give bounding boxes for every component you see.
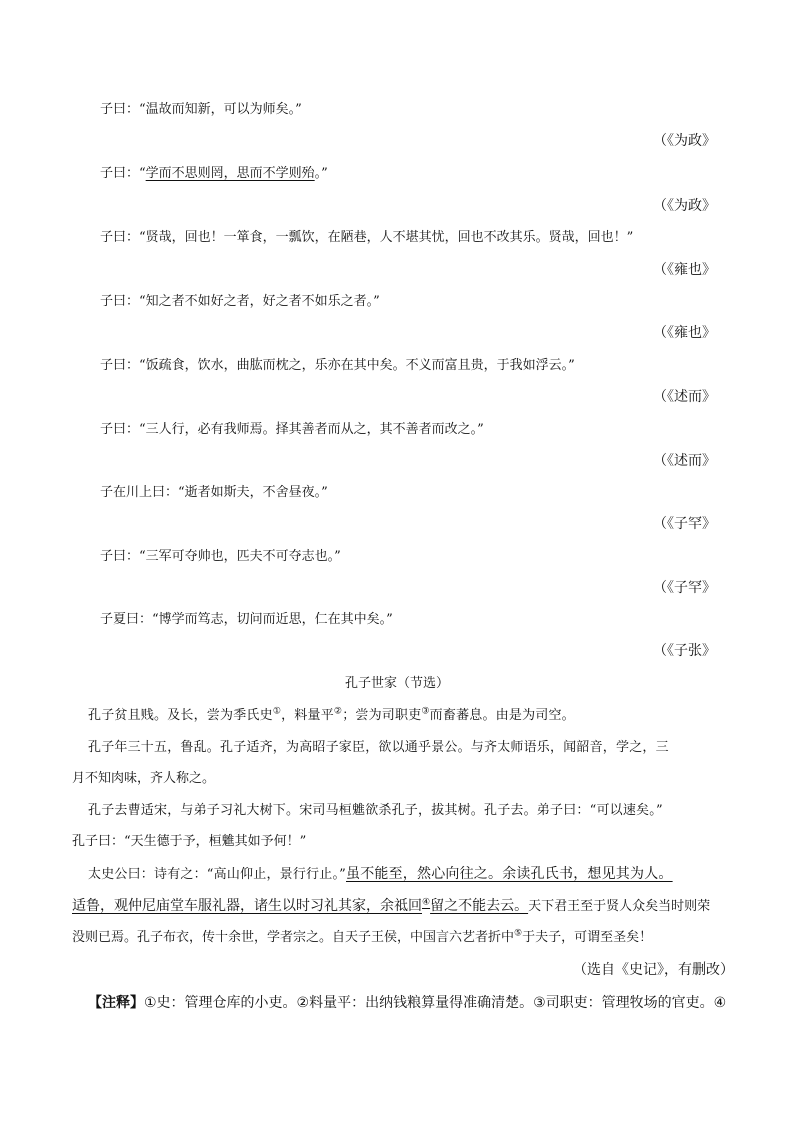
- analects-source-2: （《为政》: [653, 198, 716, 214]
- footnote-marker-2: ②: [333, 706, 343, 717]
- analects-source-1: （《为政》: [653, 133, 716, 149]
- analects-quote-9: 子夏曰：“博学而笃志，切问而近思，仁在其中矣。”: [100, 612, 393, 627]
- analects-quote-7: 子在川上曰：“逝者如斯夫，不舍昼夜。”: [100, 485, 328, 500]
- quote-suffix: 。”: [314, 166, 328, 181]
- section-title: 孔子世家（节选）: [344, 676, 449, 691]
- underlined-text: 适鲁，观仲尼庙堂车服礼器，诸生以时习礼其家，余祗回: [72, 898, 422, 914]
- analects-source-8: （《子罕》: [653, 580, 716, 596]
- footnote-marker-1: ①: [272, 706, 282, 717]
- underlined-text: 留之不能去云。: [430, 898, 529, 914]
- notes-text: ①史：管理仓库的小吏。②料量平：出纳钱粮算量得准确清楚。③司职吏：管理牧场的官吏。④: [144, 995, 727, 1011]
- footnote-marker-3: ③: [421, 706, 430, 717]
- footnote-marker-4: ④: [422, 897, 431, 908]
- para4-quote-text: 太史公曰：诗有之：“高山仰止，景行行止。”: [88, 867, 346, 882]
- notes: [88, 993, 794, 1013]
- analects-source-3: （《雍也》: [653, 262, 716, 278]
- paragraph-3-line-1: 孔子去曹适宋，与弟子习礼大树下。宋司马桓魋欲杀孔子，拔其树。孔子去。弟子曰：“可以速矣。”: [88, 803, 663, 818]
- footnote-marker-5: ⑤: [514, 928, 523, 939]
- analects-quote-4: 子曰：“知之者不如好之者，好之者不如乐之者。”: [100, 294, 380, 309]
- analects-source-7: （《子罕》: [653, 516, 716, 532]
- underlined-text: 虽不能至，然心向往之。余读孔氏书，想见其为人。: [346, 866, 673, 882]
- para4-text: 天下君王至于贤人众矣当时则荣: [528, 899, 711, 914]
- paragraph-4-line-2: [72, 896, 794, 917]
- notes-label: 【注释】: [88, 995, 144, 1011]
- para4-text-b: 于夫子，可谓至圣矣！: [522, 930, 653, 945]
- analects-source-9: （《子张》: [653, 643, 716, 659]
- source-note: （选自《史记》，有删改）: [573, 962, 734, 978]
- analects-source-6: （《述而》: [653, 453, 716, 469]
- paragraph-1: [88, 706, 794, 726]
- analects-quote-6: 子曰：“三人行，必有我师焉。择其善者而从之，其不善者而改之。”: [100, 422, 484, 437]
- paragraph-3-line-2: 孔子曰：“天生德于予，桓魋其如予何！”: [72, 834, 307, 849]
- analects-quote-1: 子曰：“温故而知新，可以为师矣。”: [100, 102, 302, 117]
- analects-quote-5: 子曰：“饭疏食，饮水，曲肱而枕之，乐亦在其中矣。不义而富且贵，于我如浮云。”: [100, 358, 575, 373]
- quote-prefix: 子曰：“: [100, 166, 146, 181]
- para4-text-a: 没则已焉。孔子布衣，传十余世，学者宗之。自天子王侯，中国言六艺者折中: [72, 930, 515, 945]
- para1-text-a: 孔子贫且贱。及长，尝为季氏史: [88, 708, 273, 723]
- analects-source-4: （《雍也》: [653, 325, 716, 341]
- para1-text-d: 而畜蕃息。由是为司空。: [429, 708, 575, 723]
- analects-quote-3: 子曰：“贤哉，回也！一箪食，一瓢饮，在陋巷，人不堪其忧，回也不改其乐。贤哉，回也！”: [100, 230, 634, 245]
- underlined-text: 学而不思则罔，思而不学则殆: [145, 166, 315, 181]
- analects-source-5: （《述而》: [653, 389, 716, 405]
- para1-text-b: ，料量平: [281, 708, 334, 723]
- analects-quote-2: [100, 164, 794, 184]
- paragraph-4-line-3: [72, 928, 794, 948]
- para1-text-c: ；尝为司职吏: [342, 708, 422, 723]
- paragraph-4-line-1: [88, 864, 794, 885]
- paragraph-2-line-1: 孔子年三十五，鲁乱。孔子适齐，为高昭子家臣，欲以通乎景公。与齐太师语乐，闻韶音，学之，三: [88, 740, 669, 755]
- analects-quote-8: 子曰：“三军可夺帅也，匹夫不可夺志也。”: [100, 549, 341, 564]
- paragraph-2-line-2: 月不知肉味，齐人称之。: [72, 771, 216, 786]
